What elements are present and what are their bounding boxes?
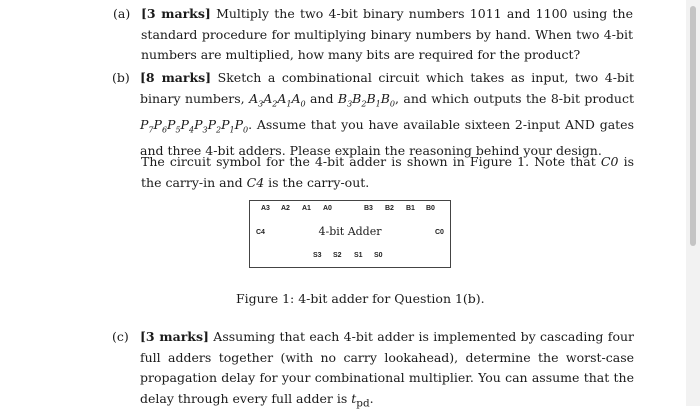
input-a-symbol: $A_3A_2A_1A_0$ [249, 90, 306, 108]
pin-a2: A2 [281, 205, 290, 212]
product-symbol: $P_7P_6P_5P_4P_3P_2P_1P_0$ [140, 116, 249, 134]
question-c-marks: [3 marks] [140, 329, 209, 344]
carry-in-symbol: C0 [600, 154, 619, 169]
pin-b3: B3 [364, 205, 373, 212]
pin-s1: S1 [354, 252, 363, 259]
question-c-body: Assuming that each 4-bit adder is implemented by cascading four full adders together (with no carry lookahead), determine the worst-case propagation delay for your combinational multiplier. You can assume that the delay through every full adder is [140, 329, 634, 406]
pin-b0: B0 [426, 205, 435, 212]
pin-s2: S2 [333, 252, 342, 259]
pin-a3: A3 [261, 205, 270, 212]
question-c-label: (c) [112, 329, 129, 344]
question-c [112, 327, 634, 414]
question-a-label: (a) [113, 6, 131, 21]
question-a-body: Multiply the two 4-bit binary numbers 1011 and 1100 using the standard procedure for multiplying binary numbers by hand. When two 4-bit numbers are multiplied, how many bits are required for the product? [141, 6, 634, 62]
pin-b2: B2 [385, 205, 394, 212]
adder-diagram [249, 200, 451, 268]
question-c-text [112, 327, 634, 414]
question-b [112, 68, 634, 161]
pin-s3: S3 [313, 252, 322, 259]
question-b-label: (b) [112, 70, 130, 85]
question-b-marks: [8 marks] [140, 70, 212, 85]
delay-symbol: t [351, 390, 357, 406]
question-b-text [112, 68, 634, 161]
question-b-body-1: Sketch a combinational circuit which takes as input, two 4-bit binary numbers, [140, 70, 634, 106]
question-b-paragraph-2 [141, 152, 634, 193]
pin-a0: A0 [323, 205, 332, 212]
question-a-marks: [3 marks] [141, 6, 211, 21]
question-b-body-3: , and which outputs the 8-bit product [395, 90, 635, 106]
question-a [113, 4, 633, 66]
figure-caption: Figure 1: 4-bit adder for Question 1(b). [236, 291, 485, 306]
para2-body-1: The circuit symbol for the 4-bit adder is shown in Figure 1. Note that [141, 154, 601, 169]
question-b-body-4: . Assume that you have available sixteen 2-input AND gates and three 4-bit adders. Please explain the reasoning behind your design. [140, 116, 634, 158]
para2-body-2: is the carry-in and [141, 154, 634, 190]
scrollbar-thumb[interactable] [690, 6, 696, 246]
delay-subscript: pd [356, 397, 370, 409]
scrollbar[interactable] [686, 0, 700, 406]
adder-title: 4-bit Adder [318, 225, 382, 238]
pin-a1: A1 [302, 205, 311, 212]
question-a-text [113, 4, 633, 66]
input-b-symbol: $B_3B_2B_1B_0$ [337, 90, 395, 108]
pin-c0: C0 [435, 229, 444, 236]
pin-s0: S0 [374, 252, 383, 259]
pin-c4: C4 [256, 229, 265, 236]
question-c-end: . [369, 390, 374, 406]
question-b-body-2: and [305, 90, 338, 106]
para2-body-3: is the carry-out. [264, 174, 370, 190]
carry-out-symbol: C4 [246, 174, 265, 190]
pin-b1: B1 [406, 205, 415, 212]
